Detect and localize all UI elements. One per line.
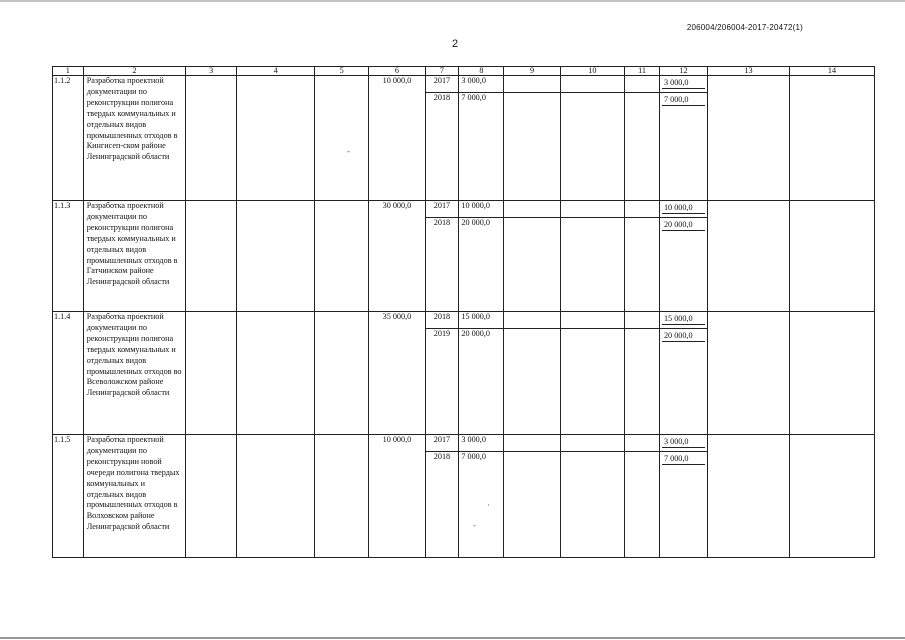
row-number: 1.1.3 bbox=[53, 201, 84, 312]
cell-empty bbox=[504, 312, 560, 329]
cell-empty bbox=[186, 76, 237, 201]
column-header: 6 bbox=[369, 67, 425, 76]
col12-cell bbox=[659, 201, 707, 218]
year-cell: 2018 bbox=[425, 452, 459, 558]
row-description: Разработка проектной документации по реконструкции новой очереди полигона твердых коммунальных и отдельных видов промышленных отходов в Волховском районе Ленинградской области bbox=[83, 435, 185, 558]
row-description: Разработка проектной документации по реконструкции полигона твердых коммунальных и отдельных видов промышленных отходов во Всеволожском районе Ленинградской области bbox=[83, 312, 185, 435]
amount-cell: 15 000,0 bbox=[459, 312, 504, 329]
amount-cell: 3 000,0 bbox=[459, 76, 504, 93]
col12-cell bbox=[659, 452, 707, 558]
column-header: 5 bbox=[315, 67, 369, 76]
scan-mark: - bbox=[347, 146, 350, 156]
cell-empty bbox=[708, 76, 790, 201]
cell-empty bbox=[560, 329, 624, 435]
col12-value: 20 000,0 bbox=[662, 331, 705, 342]
cell-empty bbox=[625, 201, 660, 218]
row-total: 10 000,0 bbox=[369, 435, 425, 558]
col12-cell bbox=[659, 312, 707, 329]
table-row bbox=[53, 435, 875, 452]
cell-empty bbox=[237, 201, 315, 312]
row-number: 1.1.5 bbox=[53, 435, 84, 558]
amount-cell: 3 000,0 bbox=[459, 435, 504, 452]
cell-empty bbox=[560, 93, 624, 201]
cell-empty bbox=[625, 93, 660, 201]
cell-empty bbox=[789, 435, 874, 558]
row-total: 30 000,0 bbox=[369, 201, 425, 312]
cell-empty bbox=[186, 435, 237, 558]
column-header: 12 bbox=[659, 67, 707, 76]
year-cell: 2017 bbox=[425, 76, 459, 93]
cell-empty bbox=[560, 218, 624, 312]
column-header: 8 bbox=[459, 67, 504, 76]
cell-empty bbox=[315, 201, 369, 312]
col12-cell bbox=[659, 76, 707, 93]
cell-empty bbox=[315, 435, 369, 558]
table-row bbox=[53, 312, 875, 329]
col12-value: 7 000,0 bbox=[662, 95, 705, 106]
column-header: 2 bbox=[83, 67, 185, 76]
amount-cell: 20 000,0 bbox=[459, 218, 504, 312]
row-number: 1.1.2 bbox=[53, 76, 84, 201]
col12-value: 3 000,0 bbox=[662, 437, 705, 448]
cell-empty bbox=[237, 435, 315, 558]
cell-empty bbox=[560, 201, 624, 218]
row-description: Разработка проектной документации по реконструкции полигона твердых коммунальных и отдельных видов промышленных отходов в Гатчинском районе Ленинградской области bbox=[83, 201, 185, 312]
cell-empty bbox=[625, 218, 660, 312]
cell-empty bbox=[708, 312, 790, 435]
col12-cell bbox=[659, 218, 707, 312]
year-cell: 2018 bbox=[425, 312, 459, 329]
cell-empty bbox=[504, 329, 560, 435]
column-header: 11 bbox=[625, 67, 660, 76]
cell-empty bbox=[560, 312, 624, 329]
column-header: 10 bbox=[560, 67, 624, 76]
cell-empty bbox=[708, 435, 790, 558]
column-header: 14 bbox=[789, 67, 874, 76]
cell-empty bbox=[315, 76, 369, 201]
column-header: 13 bbox=[708, 67, 790, 76]
cell-empty bbox=[625, 435, 660, 452]
document-id: 206004/206004-2017-20472(1) bbox=[686, 23, 803, 32]
row-number: 1.1.4 bbox=[53, 312, 84, 435]
cell-empty bbox=[625, 329, 660, 435]
row-description: Разработка проектной документации по реконструкции полигона твердых коммунальных и отдельных видов промышленных отходов в Кингисеп-ском районе Ленинградской области bbox=[83, 76, 185, 201]
year-cell: 2018 bbox=[425, 93, 459, 201]
cell-empty bbox=[504, 93, 560, 201]
cell-empty bbox=[560, 452, 624, 558]
year-cell: 2017 bbox=[425, 435, 459, 452]
scan-mark: · bbox=[487, 500, 490, 510]
scan-top-edge bbox=[0, 0, 905, 2]
cell-empty bbox=[560, 76, 624, 93]
row-total: 10 000,0 bbox=[369, 76, 425, 201]
year-cell: 2019 bbox=[425, 329, 459, 435]
cell-empty bbox=[708, 201, 790, 312]
cell-empty bbox=[625, 452, 660, 558]
table-row bbox=[53, 201, 875, 218]
table-row bbox=[53, 76, 875, 93]
amount-cell: 7 000,0 bbox=[459, 452, 504, 558]
column-header: 4 bbox=[237, 67, 315, 76]
cell-empty bbox=[186, 312, 237, 435]
cell-empty bbox=[560, 435, 624, 452]
scan-mark: - bbox=[473, 520, 476, 530]
cell-empty bbox=[237, 76, 315, 201]
col12-value: 15 000,0 bbox=[662, 314, 705, 325]
page-number: 2 bbox=[452, 38, 459, 50]
cell-empty bbox=[237, 312, 315, 435]
amount-cell: 10 000,0 bbox=[459, 201, 504, 218]
column-header: 3 bbox=[186, 67, 237, 76]
column-header: 9 bbox=[504, 67, 560, 76]
table-header-row bbox=[53, 67, 875, 76]
col12-value: 3 000,0 bbox=[662, 78, 705, 89]
scan-bottom-edge bbox=[0, 637, 905, 639]
year-cell: 2017 bbox=[425, 201, 459, 218]
col12-cell bbox=[659, 329, 707, 435]
col12-value: 7 000,0 bbox=[662, 454, 705, 465]
amount-cell: 7 000,0 bbox=[459, 93, 504, 201]
cell-empty bbox=[504, 435, 560, 452]
cell-empty bbox=[315, 312, 369, 435]
cell-empty bbox=[504, 218, 560, 312]
amount-cell: 20 000,0 bbox=[459, 329, 504, 435]
col12-cell bbox=[659, 435, 707, 452]
year-cell: 2018 bbox=[425, 218, 459, 312]
col12-cell bbox=[659, 93, 707, 201]
cell-empty bbox=[504, 201, 560, 218]
cell-empty bbox=[504, 452, 560, 558]
column-header: 7 bbox=[425, 67, 459, 76]
cell-empty bbox=[504, 76, 560, 93]
budget-table bbox=[52, 66, 875, 558]
row-total: 35 000,0 bbox=[369, 312, 425, 435]
col12-value: 10 000,0 bbox=[662, 203, 705, 214]
column-header: 1 bbox=[53, 67, 84, 76]
cell-empty bbox=[789, 201, 874, 312]
cell-empty bbox=[625, 312, 660, 329]
col12-value: 20 000,0 bbox=[662, 220, 705, 231]
cell-empty bbox=[625, 76, 660, 93]
cell-empty bbox=[789, 76, 874, 201]
cell-empty bbox=[186, 201, 237, 312]
cell-empty bbox=[789, 312, 874, 435]
